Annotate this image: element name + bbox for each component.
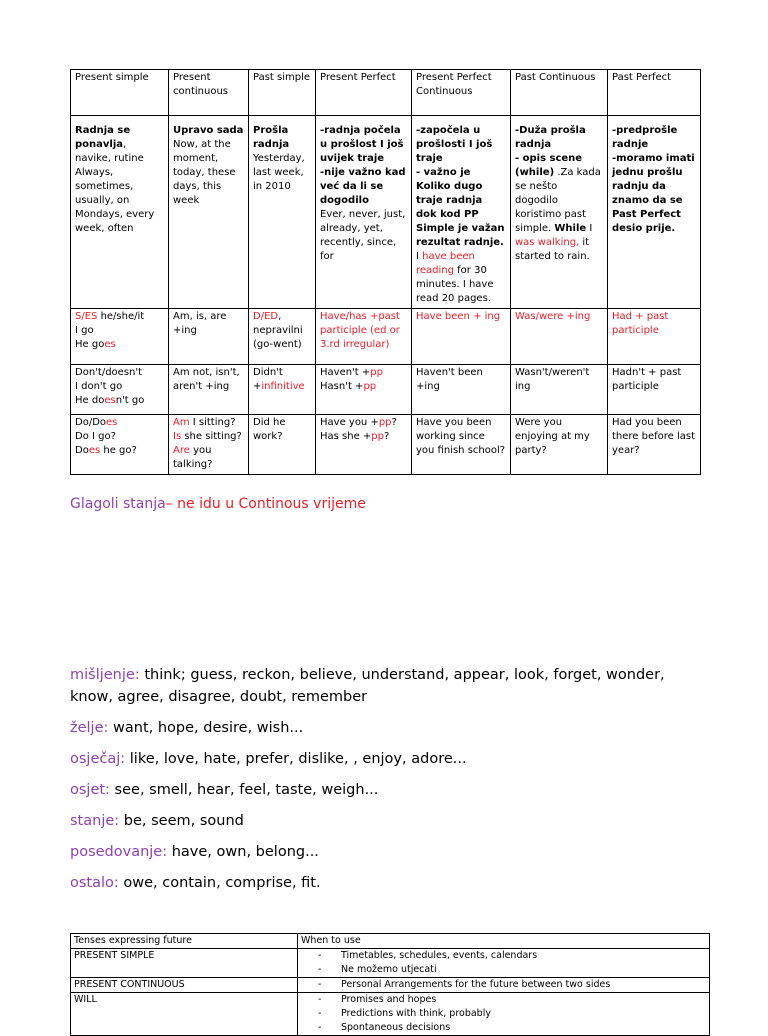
q-present-perfect (316, 415, 412, 475)
usage-pap-bold-1: -predprošle radnje (612, 125, 678, 150)
future-uses (298, 993, 710, 1036)
q-pc-red-3: Are (173, 445, 190, 456)
neg-pp-red-2: pp (363, 381, 377, 392)
stative-heading-part1: Glagoli stanja (70, 496, 166, 512)
neg-present-perfect (316, 365, 412, 415)
neg-pas-text-2: + (253, 381, 262, 392)
q-pp-red-1: pp (378, 417, 392, 428)
q-pp-red-2: pp (371, 431, 384, 442)
neg-ps-text-3: He do (75, 395, 105, 406)
usage-pc-text: Now, at the moment, today, these days, this week (173, 139, 236, 206)
aff-ps-example-1: I go (75, 325, 94, 336)
neg-present-continuous: Am not, isn't, aren't +ing (169, 365, 249, 415)
usage-pac-bold-3: While (554, 223, 587, 234)
affirmative-row (71, 309, 701, 365)
usage-pp-text: Ever, never, just, already, yet, recently, since, for (320, 209, 406, 262)
verb-group-text: be, seem, sound (119, 813, 244, 829)
usage-ps-text: , navike, rutine (75, 139, 144, 164)
q-pp-text-1: Have you + (320, 417, 379, 428)
usage-present-perfect-continuous (412, 116, 511, 309)
aff-ps-text: he/she/it (97, 311, 145, 322)
future-tense-name: WILL (71, 993, 298, 1036)
future-header-row (71, 934, 710, 949)
future-row-will (71, 993, 710, 1036)
verb-group-text: have, own, belong... (167, 844, 319, 860)
aff-present-perfect-continuous: Have been + ing (412, 309, 511, 365)
future-use-item: - Personal Arrangements for the future between two sides (301, 978, 706, 992)
neg-ps-text-4: n't go (115, 395, 145, 406)
q-past-perfect: Had you been there before last year? (608, 415, 701, 475)
header-present-perfect-continuous: Present Perfect Continuous (412, 70, 511, 116)
q-ps-text-2: Do I go? (75, 431, 116, 442)
aff-ps-example-2: He go (75, 339, 105, 350)
usage-pp-bold-2: -nije važno kad već da li se dogodilo (320, 167, 406, 206)
usage-ps-bold: Radnja se ponavlja (75, 125, 131, 150)
neg-ps-red: es (104, 395, 116, 406)
usage-ppc-text-2: for 30 minutes. I have read 20 pages. (416, 265, 494, 304)
aff-present-continuous: Am, is, are +ing (169, 309, 249, 365)
tenses-table (70, 69, 701, 475)
neg-pp-red-1: pp (370, 367, 383, 378)
aff-pas-red: D/ED (253, 311, 279, 322)
verb-group-text: like, love, hate, prefer, dislike, , enjoy, adore... (125, 751, 467, 767)
neg-past-simple (249, 365, 316, 415)
usage-present-simple (71, 116, 169, 309)
aff-present-perfect: Have/has +past participle (ed or 3.rd irregular) (316, 309, 412, 365)
neg-pas-text-1: Didn't (253, 367, 283, 378)
verb-group-label: stanje: (70, 813, 120, 829)
usage-pac-bold-2: - opis scene (while) (515, 153, 583, 178)
q-pc-text-2: she sitting? (181, 431, 242, 442)
usage-ppc-red: have been reading (416, 251, 475, 276)
negative-row (71, 365, 701, 415)
neg-present-perfect-continuous: Haven't been +ing (412, 365, 511, 415)
usage-ppc-bold-1: -započela u prošlosti I još traje (416, 125, 493, 164)
aff-pas-comma: , (278, 311, 282, 322)
header-past-simple: Past simple (249, 70, 316, 116)
verb-group-senses (70, 779, 710, 801)
q-ps-red-2: es (88, 445, 101, 456)
future-tenses-table (70, 933, 710, 1036)
q-present-perfect-continuous: Have you been working since you finish school? (412, 415, 511, 475)
usage-pac-text-3: I (586, 223, 593, 234)
usage-pac-bold-1: -Duža prošla radnja (515, 125, 586, 150)
aff-pas-text: nepravilni (go-went) (253, 325, 303, 350)
future-use-item: - Predictions with think, probably (301, 1007, 706, 1021)
header-present-continuous: Present continuous (169, 70, 249, 116)
verb-group-label: osječaj: (70, 751, 126, 767)
usage-ppc-text-1: I (416, 251, 423, 262)
q-pp-text-3: Has she + (320, 431, 372, 442)
usage-pas-text: Yesterday, last week, in 2010 (253, 153, 305, 192)
future-tense-name: PRESENT SIMPLE (71, 949, 298, 978)
q-pc-text-1: I sitting? (189, 417, 236, 428)
neg-past-perfect: Hadn't + past participle (608, 365, 701, 415)
usage-pac-red: was walking, (515, 237, 580, 248)
q-ps-text-4: he go? (100, 445, 137, 456)
usage-pc-bold: Upravo sada (173, 125, 244, 136)
neg-past-continuous: Wasn't/weren't ing (511, 365, 608, 415)
stative-heading-part2: – ne idu u Continous vrijeme (165, 496, 366, 512)
verb-group-label: mišljenje: (70, 667, 140, 683)
verb-group-state (70, 810, 710, 832)
aff-ps-red: S/ES (75, 311, 98, 322)
usage-past-perfect (608, 116, 701, 309)
future-tense-name: PRESENT CONTINUOUS (71, 978, 298, 993)
q-ps-text-3: Do (75, 445, 89, 456)
usage-pac-text-4: it started to rain. (515, 237, 590, 262)
q-present-simple (71, 415, 169, 475)
verb-group-label: želje: (70, 720, 109, 736)
verb-group-text: think; guess, reckon, believe, understand, appear, look, forget, wonder, know, agree, disagree, doubt, remember (70, 667, 665, 705)
stative-verbs-heading (70, 496, 366, 512)
future-uses (298, 949, 710, 978)
aff-past-perfect: Had + past participle (608, 309, 701, 365)
aff-past-continuous: Was/were +ing (511, 309, 608, 365)
aff-present-simple (71, 309, 169, 365)
usage-pp-bold-1: -radnja počela u prošlost I još uvijek traje (320, 125, 404, 164)
header-present-perfect: Present Perfect (316, 70, 412, 116)
verb-group-text: see, smell, hear, feel, taste, weigh... (109, 782, 379, 798)
verb-group-text: owe, contain, comprise, fit. (118, 875, 321, 891)
neg-pas-red: infinitive (261, 381, 305, 392)
aff-past-simple (249, 309, 316, 365)
future-row-present-simple (71, 949, 710, 978)
question-row (71, 415, 701, 475)
neg-present-simple (71, 365, 169, 415)
tenses-header-row (71, 70, 701, 116)
q-ps-red-1: es (106, 417, 118, 428)
verb-group-label: posedovanje: (70, 844, 168, 860)
future-use-item: - Spontaneous decisions (301, 1021, 706, 1035)
future-use-item: - Timetables, schedules, events, calendars (301, 949, 706, 963)
verb-group-other (70, 872, 710, 894)
verb-group-opinion (70, 664, 710, 708)
q-pc-text-3: you talking? (173, 445, 213, 470)
q-pc-red-2: Is (173, 431, 182, 442)
usage-pac-text-1: .Za kada se nešto dogodilo koristimo past simple. (515, 167, 601, 234)
future-row-present-continuous (71, 978, 710, 993)
usage-ppc-bold-2: - važno je Koliko dugo traje radnja dok kod PP Simple je važan rezultat radnje. (416, 167, 505, 248)
future-header-when: When to use (298, 934, 710, 949)
header-past-perfect: Past Perfect (608, 70, 701, 116)
usage-past-simple (249, 116, 316, 309)
usage-row (71, 116, 701, 309)
future-use-item: - Promises and hopes (301, 993, 706, 1007)
q-past-continuous: Were you enjoying at my party? (511, 415, 608, 475)
q-ps-text-1: Do/Do (75, 417, 107, 428)
neg-ps-text-2: I don't go (75, 381, 123, 392)
verb-group-wishes (70, 717, 710, 739)
q-present-continuous (169, 415, 249, 475)
future-header-tenses: Tenses expressing future (71, 934, 298, 949)
q-past-simple: Did he work? (249, 415, 316, 475)
q-pp-text-4: ? (384, 431, 390, 442)
aff-ps-example-2-red: es (104, 339, 116, 350)
usage-present-perfect (316, 116, 412, 309)
usage-present-continuous (169, 116, 249, 309)
neg-pp-text-2: Hasn't + (320, 381, 364, 392)
neg-pp-text-1: Haven't + (320, 367, 371, 378)
q-pp-text-2: ? (391, 417, 397, 428)
verb-group-feelings (70, 748, 710, 770)
usage-pap-bold-2: -moramo imati jednu prošlu radnju da znamo da se Past Perfect desio prije. (612, 153, 695, 234)
q-pc-red-1: Am (173, 417, 190, 428)
verb-group-text: want, hope, desire, wish... (108, 720, 304, 736)
usage-pas-bold: Prošla radnja (253, 125, 290, 150)
neg-ps-text-1: Don't/doesn't (75, 367, 143, 378)
future-uses (298, 978, 710, 993)
verb-group-label: osjet: (70, 782, 110, 798)
usage-past-continuous (511, 116, 608, 309)
future-use-item: - Ne možemo utjecati (301, 963, 706, 977)
header-present-simple: Present simple (71, 70, 169, 116)
verb-group-label: ostalo: (70, 875, 119, 891)
usage-ps-adverbs: Always, sometimes, usually, on Mondays, every week, often (75, 167, 155, 234)
verb-group-possession (70, 841, 710, 863)
header-past-continuous: Past Continuous (511, 70, 608, 116)
